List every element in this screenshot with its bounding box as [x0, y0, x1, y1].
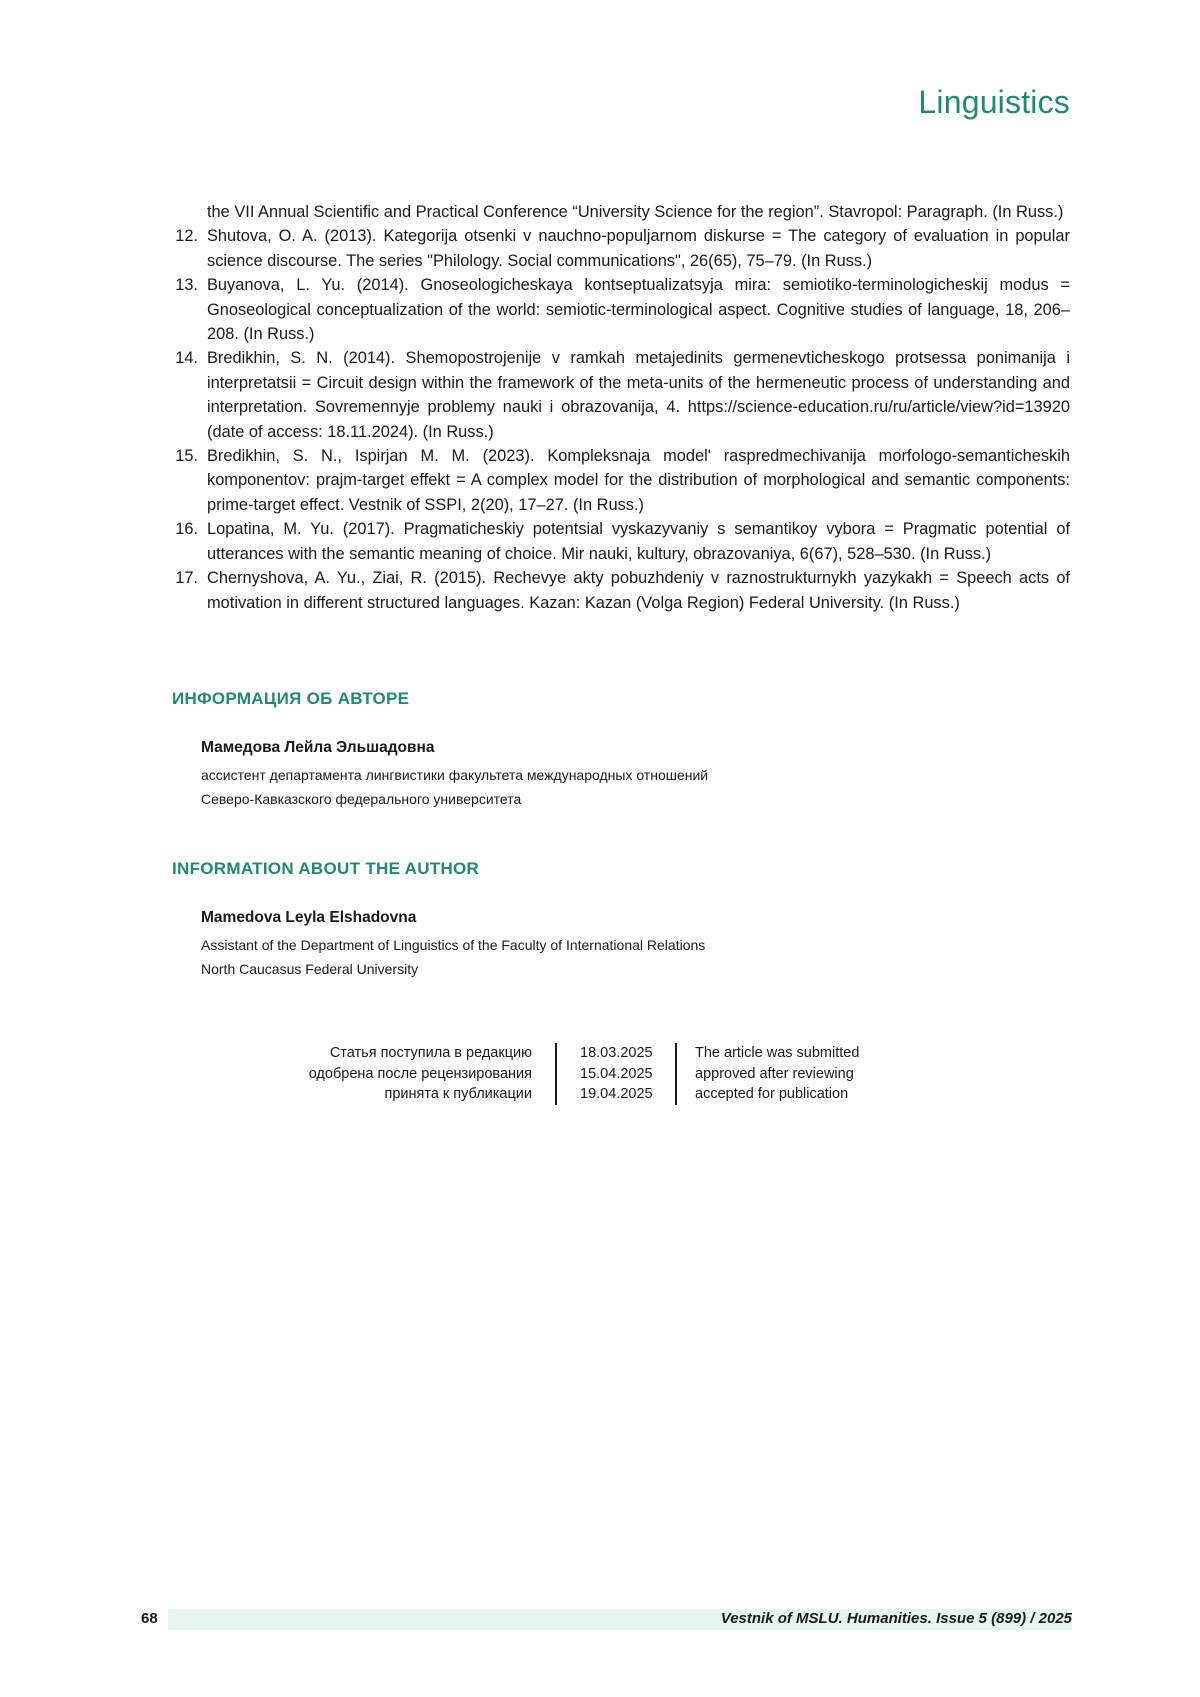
section-title: Linguistics: [918, 84, 1070, 120]
reference-text: Bredikhin, S. N. (2014). Shemopostrojenije v ramkah metajedinits germenevticheskogo protsessa ponimanija i interpretatsii = Circuit design within the framework of the meta-units of the hermeneutic process of understanding and interpretation. Sovremennyje problemy nauki i obrazovanija, 4. https://science-education.ru/ru/article/view?id=13920 (date of access: 18.11.2024). (In Russ.): [207, 349, 1070, 441]
author-affiliation-en: North Caucasus Federal University: [201, 961, 419, 977]
author-name-ru: Мамедова Лейла Эльшадовна: [201, 739, 435, 756]
reference-text: the VII Annual Scientific and Practical Conference “University Science for the region”. Stavropol: Paragraph. (In Russ.): [207, 203, 1064, 221]
reference-number: 13.: [175, 276, 198, 295]
reference-item: [168, 517, 1070, 566]
reference-text: Buyanova, L. Yu. (2014). Gnoseologicheskaya kontseptualizatsyja mira: semiotiko-terminologicheskij modus = Gnoseological conceptualization of the world: semiotic-terminological aspect. Cognitive studies of language, 18, 206–208. (In Russ.): [207, 276, 1070, 344]
dates-labels-ru: [250, 1043, 532, 1105]
date-label-submitted-en: The article was submitted: [695, 1045, 860, 1061]
reference-continuation: [168, 200, 1070, 224]
reference-item: [168, 444, 1070, 517]
divider-line: [555, 1043, 557, 1105]
reference-number: 17.: [175, 569, 198, 588]
author-block-ru: [201, 737, 1001, 811]
dates-labels-en: [695, 1043, 955, 1105]
reference-text: Lopatina, M. Yu. (2017). Pragmaticheskiy potentsial vyskazyvaniy s semantikoy vybora = Pragmatic potential of utterances with the semantic meaning of choice. Mir nauki, kultury, obrazovaniya, 6(67), 528–530. (In Russ.): [207, 520, 1070, 563]
reference-list: [168, 200, 1070, 615]
reference-number: 12.: [175, 227, 198, 246]
author-position-ru: ассистент департамента лингвистики факультета международных отношений: [201, 767, 709, 783]
date-label-submitted-ru: Статья поступила в редакцию: [329, 1045, 532, 1061]
page-number: 68: [141, 1610, 158, 1627]
reference-item: [168, 273, 1070, 346]
date-label-reviewed-en: approved after reviewing: [695, 1065, 854, 1082]
author-info-heading-ru: ИНФОРМАЦИЯ ОБ АВТОРЕ: [172, 689, 410, 708]
author-block-en: [201, 907, 1001, 981]
reference-item: [168, 346, 1070, 444]
date-label-accepted-ru: принята к публикации: [384, 1086, 532, 1102]
dates-values: [580, 1043, 660, 1105]
reference-item: [168, 566, 1070, 615]
reference-number: 15.: [175, 447, 198, 466]
author-affiliation-ru: Северо-Кавказского федерального университета: [201, 791, 522, 807]
reference-number: 16.: [175, 520, 198, 539]
date-label-reviewed-ru: одобрена после рецензирования: [308, 1065, 532, 1082]
divider-line: [675, 1043, 677, 1105]
date-submitted: 18.03.2025: [580, 1045, 653, 1061]
date-accepted: 19.04.2025: [580, 1086, 653, 1102]
author-info-heading-en: INFORMATION ABOUT THE AUTHOR: [172, 859, 480, 878]
reference-text: Shutova, O. A. (2013). Kategorija otsenki v nauchno-populjarnom diskurse = The category of evaluation in popular science discourse. The series "Philology. Social communications", 26(65), 75–79. (In Russ.): [207, 227, 1070, 270]
reference-number: 14.: [175, 349, 198, 368]
reference-text: Chernyshova, A. Yu., Ziai, R. (2015). Rechevye akty pobuzhdeniy v raznostrukturnykh yazykakh = Speech acts of motivation in different structured languages. Kazan: Kazan (Volga Region) Federal University. (In Russ.): [207, 569, 1070, 612]
date-reviewed: 15.04.2025: [580, 1065, 653, 1082]
reference-text: Bredikhin, S. N., Ispirjan M. M. (2023). Kompleksnaja model' raspredmechivanija morfologo-semanticheskih komponentov: prajm-target effekt = A complex model for the distribution of morphological and semantic components: prime-target effect. Vestnik of SSPI, 2(20), 17–27. (In Russ.): [207, 447, 1070, 514]
author-position-en: Assistant of the Department of Linguistics of the Faculty of International Relations: [201, 937, 706, 953]
date-label-accepted-en: accepted for publication: [695, 1086, 849, 1102]
journal-citation: Vestnik of MSLU. Humanities. Issue 5 (899) / 2025: [720, 1610, 1072, 1627]
publication-dates: [250, 1043, 950, 1111]
reference-item: [168, 224, 1070, 273]
author-name-en: Mamedova Leyla Elshadovna: [201, 909, 417, 926]
